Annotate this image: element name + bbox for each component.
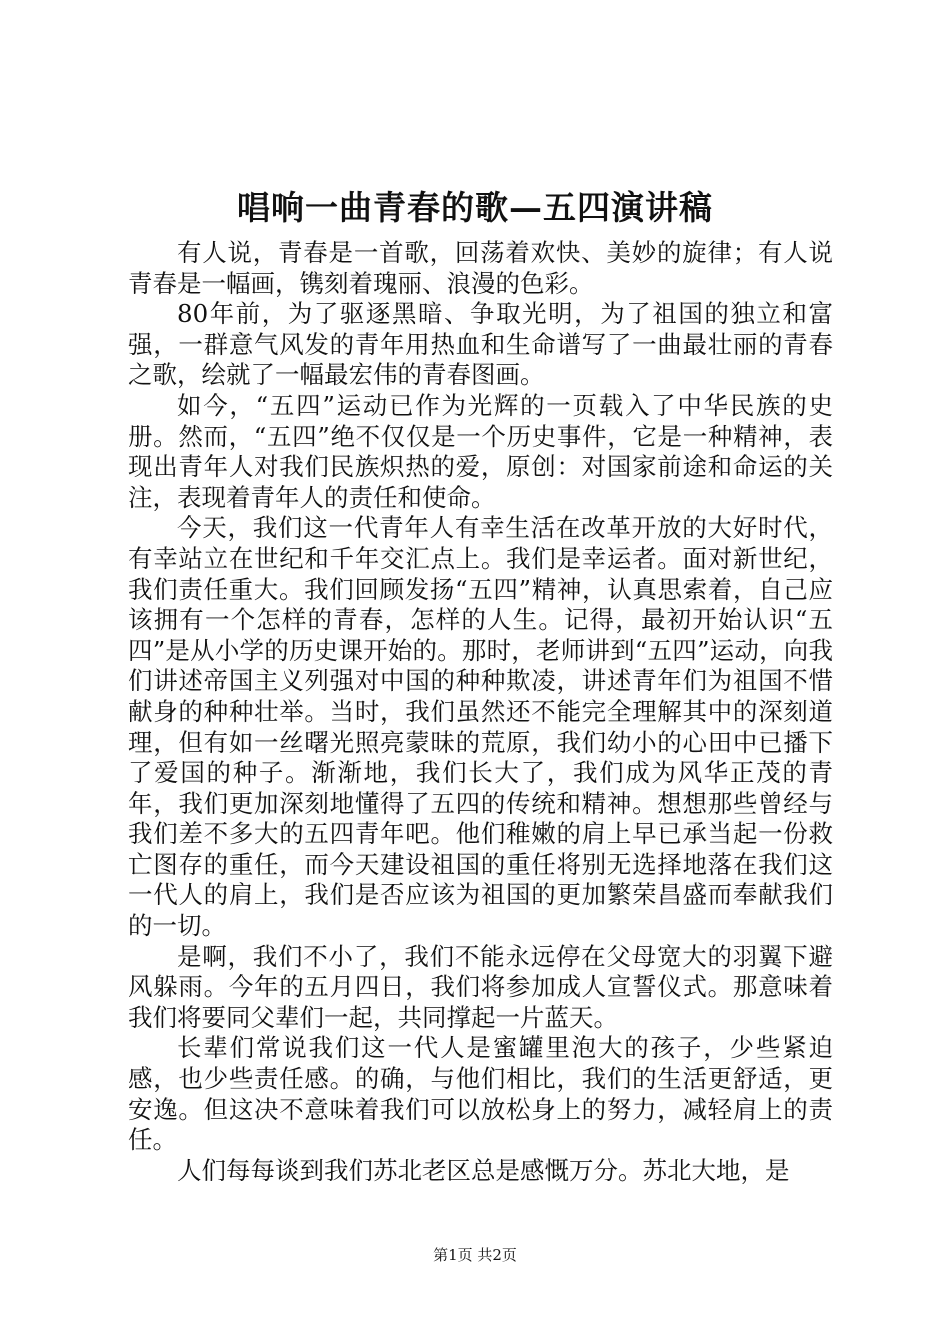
paragraph-6: 长辈们常说我们这一代人是蜜罐里泡大的孩子，少些紧迫感，也少些责任感。的确，与他们相比，我们的生活更舒适，更安逸。但这决不意味着我们可以放松身上的努力，减轻肩上的责任。 (128, 1033, 833, 1155)
paragraph-1: 有人说，青春是一首歌，回荡着欢快、美妙的旋律；有人说青春是一幅画，镌刻着瑰丽、浪漫的色彩。 (128, 238, 833, 298)
document-title: 唱响一曲青春的歌—五四演讲稿 (237, 188, 713, 227)
paragraph-4: 今天，我们这一代青年人有幸生活在改革开放的大好时代，有幸站立在世纪和千年交汇点上。我们是幸运者。面对新世纪，我们责任重大。我们回顾发扬“五四”精神，认真思索着，自己应该拥有一个怎样的青春，怎样的人生。记得，最初开始认识“五四”是从小学的历史课开始的。那时，老师讲到“五四”运动，向我们讲述帝国主义列强对中国的种种欺凌，讲述青年们为祖国不惜献身的种种壮举。当时，我们虽然还不能完全理解其中的深刻道理，但有如一丝曙光照亮蒙昧的荒原，我们幼小的心田中已播下了爱国的种子。渐渐地，我们长大了，我们成为风华正茂的青年，我们更加深刻地懂得了五四的传统和精神。想想那些曾经与我们差不多大的五四青年吧。他们稚嫩的肩上早已承当起一份救亡图存的重任，而今天建设祖国的重任将别无选择地落在我们这一代人的肩上，我们是否应该为祖国的更加繁荣昌盛而奉献我们的一切。 (128, 513, 833, 941)
paragraph-7: 人们每每谈到我们苏北老区总是感慨万分。苏北大地，是 (177, 1155, 790, 1185)
paragraph-2: 80年前，为了驱逐黑暗、争取光明，为了祖国的独立和富强，一群意气风发的青年用热血和生命谱写了一曲最壮丽的青春之歌，绘就了一幅最宏伟的青春图画。 (128, 299, 833, 390)
paragraph-5: 是啊，我们不小了，我们不能永远停在父母宽大的羽翼下避风躲雨。今年的五月四日，我们将参加成人宣誓仪式。那意味着我们将要同父辈们一起，共同撑起一片蓝天。 (128, 941, 833, 1032)
page-footer: 第1页 共2页 (433, 1246, 517, 1264)
document-body (128, 238, 833, 1186)
paragraph-3: 如今，“五四”运动已作为光辉的一页载入了中华民族的史册。然而，“五四”绝不仅仅是一个历史事件，它是一种精神，表现出青年人对我们民族炽热的爱，原创：对国家前途和命运的关注，表现着青年人的责任和使命。 (128, 390, 833, 512)
